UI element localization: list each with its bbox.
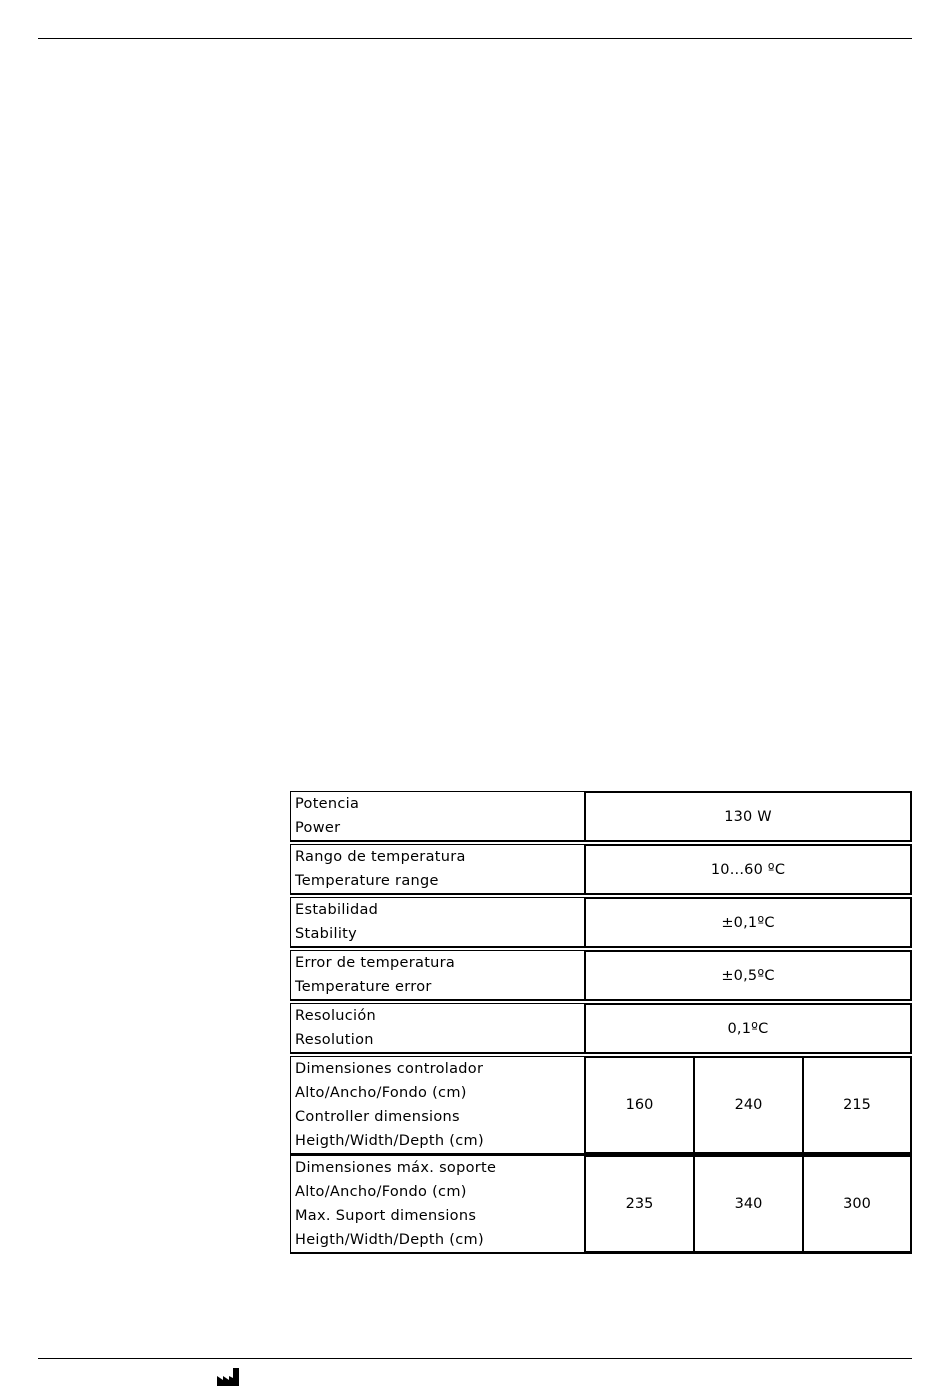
spec-label	[290, 897, 584, 948]
label-line: Controller dimensions	[295, 1109, 460, 1125]
manufacturer-icon	[216, 1367, 240, 1387]
label-es: Potencia	[295, 796, 360, 812]
label-en: Temperature error	[295, 979, 432, 995]
label-en: Stability	[295, 926, 358, 942]
label-line: Max. Suport dimensions	[295, 1208, 477, 1224]
spec-row-temperature-range	[290, 844, 912, 895]
spec-label	[290, 1056, 584, 1155]
label-en: Resolution	[295, 1032, 374, 1048]
label-line: Alto/Ancho/Fondo (cm)	[295, 1085, 467, 1101]
spec-label	[290, 791, 584, 842]
spec-row-stability	[290, 897, 912, 948]
label-es: Resolución	[295, 1008, 377, 1024]
spec-label	[290, 1003, 584, 1054]
height-value: 160	[584, 1056, 693, 1155]
spec-row-power	[290, 791, 912, 842]
label-en: Power	[295, 820, 341, 836]
label-es: Estabilidad	[295, 902, 379, 918]
label-line: Dimensiones controlador	[295, 1061, 484, 1077]
spec-label	[290, 844, 584, 895]
spec-row-temperature-error	[290, 950, 912, 1001]
width-value: 340	[693, 1155, 802, 1254]
spec-value: 130 W	[584, 791, 912, 842]
height-value: 235	[584, 1155, 693, 1254]
spec-value: 10...60 ºC	[584, 844, 912, 895]
depth-value: 215	[802, 1056, 912, 1155]
label-line: Dimensiones máx. soporte	[295, 1160, 497, 1176]
header-rule	[38, 38, 912, 39]
spec-row-controller-dimensions	[290, 1056, 912, 1155]
footer-rule	[38, 1358, 912, 1359]
label-es: Error de temperatura	[295, 955, 456, 971]
spec-row-resolution	[290, 1003, 912, 1054]
spec-value: ±0,1ºC	[584, 897, 912, 948]
label-line: Alto/Ancho/Fondo (cm)	[295, 1184, 467, 1200]
width-value: 240	[693, 1056, 802, 1155]
spec-row-support-dimensions	[290, 1155, 912, 1254]
depth-value: 300	[802, 1155, 912, 1254]
specifications-table	[290, 791, 912, 1254]
label-line: Heigth/Width/Depth (cm)	[295, 1232, 484, 1248]
spec-label	[290, 950, 584, 1001]
label-es: Rango de temperatura	[295, 849, 466, 865]
spec-value: 0,1ºC	[584, 1003, 912, 1054]
spec-value: ±0,5ºC	[584, 950, 912, 1001]
spec-label	[290, 1155, 584, 1254]
label-line: Heigth/Width/Depth (cm)	[295, 1133, 484, 1149]
label-en: Temperature range	[295, 873, 439, 889]
